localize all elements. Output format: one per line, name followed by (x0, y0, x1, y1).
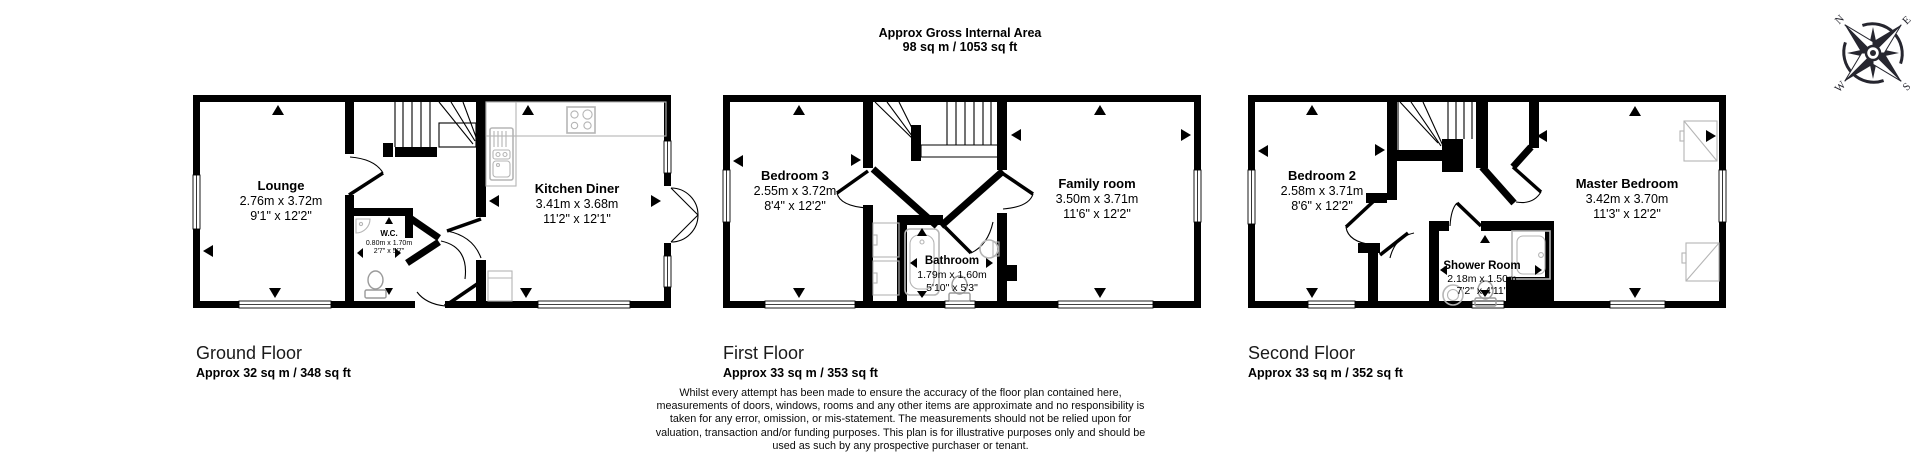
cupboard (873, 223, 899, 295)
svg-text:9'1" x 12'2": 9'1" x 12'2" (250, 209, 312, 223)
room-label-bedroom-2 (1281, 168, 1364, 213)
first-floor-label (723, 343, 878, 380)
floor-area: Approx 33 sq m / 353 sq ft (723, 366, 878, 380)
page-title (0, 26, 1920, 54)
compass-n-label: N (1832, 12, 1847, 27)
wardrobe (1680, 121, 1719, 281)
ground-floor-plan (193, 95, 713, 310)
svg-text:Bathroom: Bathroom (924, 255, 980, 267)
svg-text:W.C.: W.C. (380, 229, 398, 238)
basin-icon (980, 240, 999, 258)
svg-text:Shower Room: Shower Room (1443, 260, 1521, 272)
svg-text:Kitchen Diner: Kitchen Diner (534, 181, 620, 196)
room-label-kitchen-diner (535, 181, 620, 226)
floor-name: Ground Floor (196, 343, 303, 363)
corner-basin-icon (356, 219, 370, 233)
svg-text:Master Bedroom: Master Bedroom (1575, 176, 1679, 191)
svg-text:2.58m x 3.71m: 2.58m x 3.71m (1280, 184, 1364, 198)
svg-text:2'7" x 5'7": 2'7" x 5'7" (373, 248, 405, 255)
svg-text:0.80m x 1.70m: 0.80m x 1.70m (365, 240, 413, 247)
svg-text:7'2" x 4'11": 7'2" x 4'11" (1456, 285, 1508, 297)
room-label-lounge (240, 178, 323, 223)
svg-text:2.76m x 3.72m: 2.76m x 3.72m (239, 194, 323, 208)
svg-text:3.42m x 3.70m: 3.42m x 3.70m (1585, 192, 1669, 206)
wall (345, 102, 354, 154)
second-floor-plan (1248, 95, 1768, 310)
door (349, 157, 698, 308)
staircase (395, 102, 476, 147)
svg-text:11'3" x 12'2": 11'3" x 12'2" (1593, 207, 1661, 221)
svg-text:1.79m x 1.60m: 1.79m x 1.60m (917, 269, 987, 281)
svg-text:11'6" x 12'2": 11'6" x 12'2" (1063, 207, 1131, 221)
svg-text:3.50m x 3.71m: 3.50m x 3.71m (1055, 192, 1139, 206)
first-floor-plan (723, 95, 1243, 310)
floor-area: Approx 33 sq m / 352 sq ft (1248, 366, 1403, 380)
radiator (488, 271, 512, 301)
room-label-bedroom-3 (754, 168, 837, 213)
hob-icon (567, 107, 595, 133)
title-line1: Approx Gross Internal Area (878, 26, 1042, 40)
room-label-bathroom (917, 255, 987, 294)
svg-text:3.41m x 3.68m: 3.41m x 3.68m (535, 197, 619, 211)
svg-text:8'6" x 12'2": 8'6" x 12'2" (1291, 199, 1353, 213)
svg-text:2.18m x 1.50m: 2.18m x 1.50m (1447, 273, 1517, 285)
ground-floor-label (196, 343, 351, 380)
staircase (875, 102, 997, 157)
compass-rose-icon (1818, 0, 1920, 108)
room-label-master-bedroom (1576, 176, 1679, 221)
svg-text:Bedroom 3: Bedroom 3 (761, 168, 829, 183)
svg-text:8'4" x 12'2": 8'4" x 12'2" (764, 199, 826, 213)
svg-text:Bedroom 2: Bedroom 2 (1288, 168, 1356, 183)
svg-text:5'10" x 5'3": 5'10" x 5'3" (926, 282, 978, 294)
compass-e-label: E (1900, 13, 1914, 28)
compass-s-label: S (1900, 80, 1914, 94)
svg-text:Family room: Family room (1058, 176, 1136, 191)
compass-w-label: W (1832, 79, 1849, 95)
svg-text:Lounge: Lounge (257, 178, 305, 193)
second-floor-label (1248, 343, 1403, 380)
title-line2: 98 sq m / 1053 sq ft (902, 40, 1018, 54)
floor-name: First Floor (723, 343, 804, 363)
disclaimer-text: Whilst every attempt has been made to ensure the accuracy of the floor plan contained here, measurements of doors, windows, rooms and any other items are approximate and no responsibility is taken for any error, omission, or mis-statement. The measurements should not be relied upon for valuation, transaction and/or funding purposes. This plan is for illustrative purposes only and should be used as such by any prospective purchaser or tenant. (655, 387, 1146, 452)
svg-text:11'2" x 12'1": 11'2" x 12'1" (543, 212, 611, 226)
floor-area: Approx 32 sq m / 348 sq ft (196, 366, 351, 380)
toilet-icon (365, 271, 386, 298)
floor-name: Second Floor (1248, 343, 1356, 363)
room-label-family-room (1056, 176, 1139, 221)
svg-text:2.55m x 3.72m: 2.55m x 3.72m (753, 184, 837, 198)
